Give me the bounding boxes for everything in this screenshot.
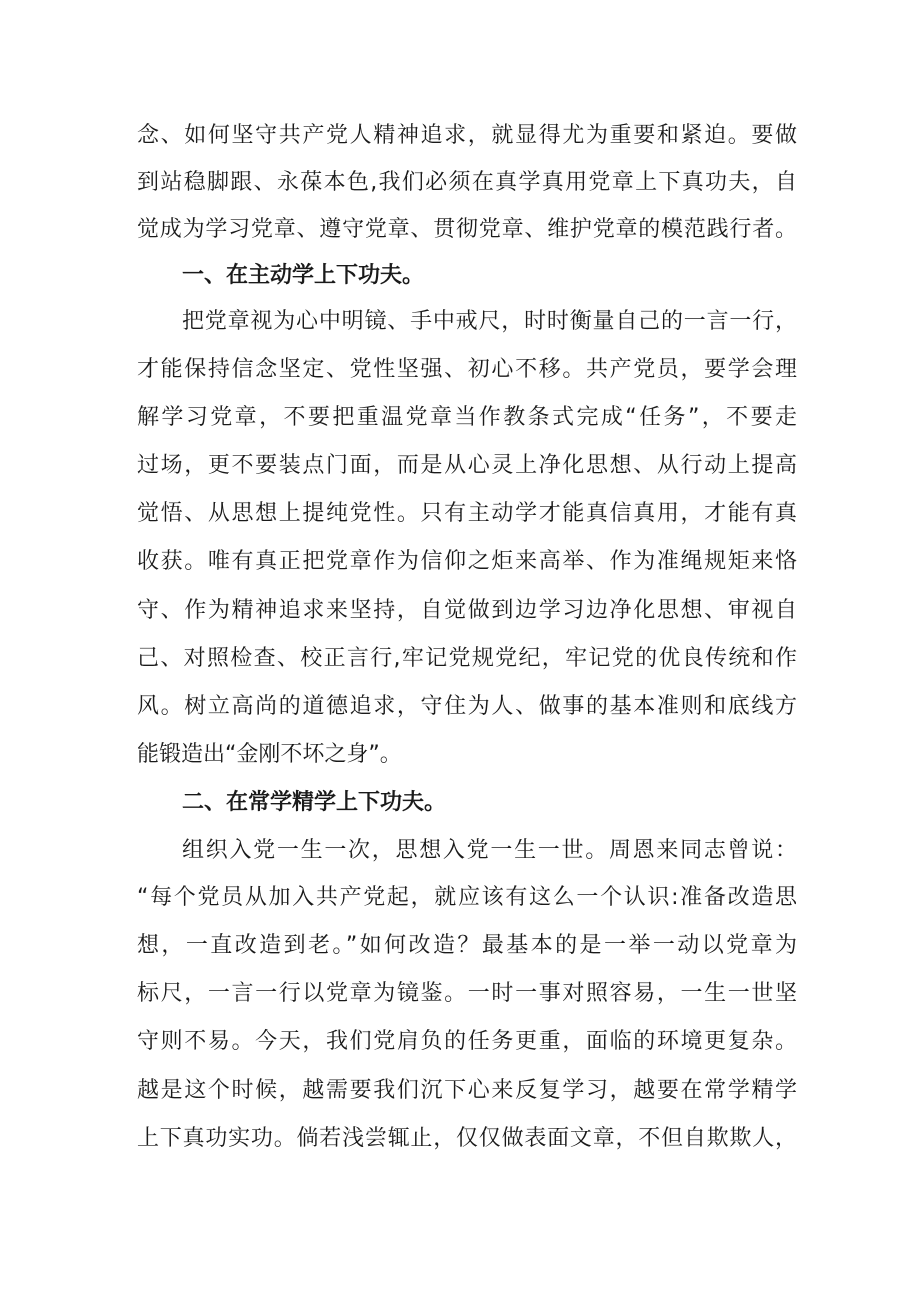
section-1-line-2: 才能保持信念坚定、党性坚强、初心不移。共产党员，要学会理	[137, 357, 797, 382]
section-2-line-1: 组织入党一生一次，思想入党一生一世。周恩来同志曾说：	[182, 838, 797, 863]
section-2-line-6: 越是这个时候，越需要我们沉下心来反复学习，越要在常学精学	[137, 1078, 797, 1103]
intro-line-3: 觉成为学习党章、遵守党章、贯彻党章、维护党章的模范践行者。	[137, 217, 797, 242]
section-1-line-3: 解学习党章，不要把重温党章当作教条式完成“任务”，不要走	[137, 405, 798, 430]
section-1-line-6: 收获。唯有真正把党章作为信仰之炬来高举、作为准绳规矩来恪	[137, 549, 797, 574]
section-1-line-9: 风。树立高尚的道德追求，守住为人、做事的基本准则和底线方	[137, 694, 797, 719]
section-2-line-5: 守则不易。今天，我们党肩负的任务更重，面临的环境更复杂。	[137, 1029, 797, 1054]
section-1-line-8: 己、对照检查、校正言行,牢记党规党纪，牢记党的优良传统和作	[137, 646, 797, 671]
section-2-heading: 二、在常学精学上下功夫。	[182, 790, 447, 815]
section-2-line-4: 标尺，一言一行以党章为镜鉴。一时一事对照容易，一生一世坚	[137, 981, 797, 1006]
section-2-line-3: 想，一直改造到老。”如何改造？最基本的是一举一动以党章为	[137, 933, 797, 958]
section-1-heading: 一、在主动学上下功夫。	[182, 263, 425, 288]
section-1-line-5: 觉悟、从思想上提纯党性。只有主动学才能真信真用，才能有真	[137, 501, 797, 526]
section-1-line-1: 把党章视为心中明镜、手中戒尺，时时衡量自己的一言一行，	[182, 309, 797, 334]
section-2-line-7: 上下真功实功。倘若浅尝辄止，仅仅做表面文章，不但自欺欺人，	[137, 1126, 797, 1151]
intro-line-2: 到站稳脚跟、永葆本色,我们必须在真学真用党章上下真功夫，自	[137, 170, 797, 195]
section-1-line-7: 守、作为精神追求来坚持，自觉做到边学习边净化思想、审视自	[137, 598, 797, 623]
section-1-line-10: 能锻造出“金刚不坏之身”。	[137, 742, 402, 767]
intro-line-1: 念、如何坚守共产党人精神追求，就显得尤为重要和紧迫。要做	[137, 123, 797, 148]
section-1-line-4: 过场，更不要装点门面，而是从心灵上净化思想、从行动上提高	[137, 453, 797, 478]
section-2-line-2: “每个党员从加入共产党起，就应该有这么一个认识:准备改造思	[137, 885, 797, 910]
